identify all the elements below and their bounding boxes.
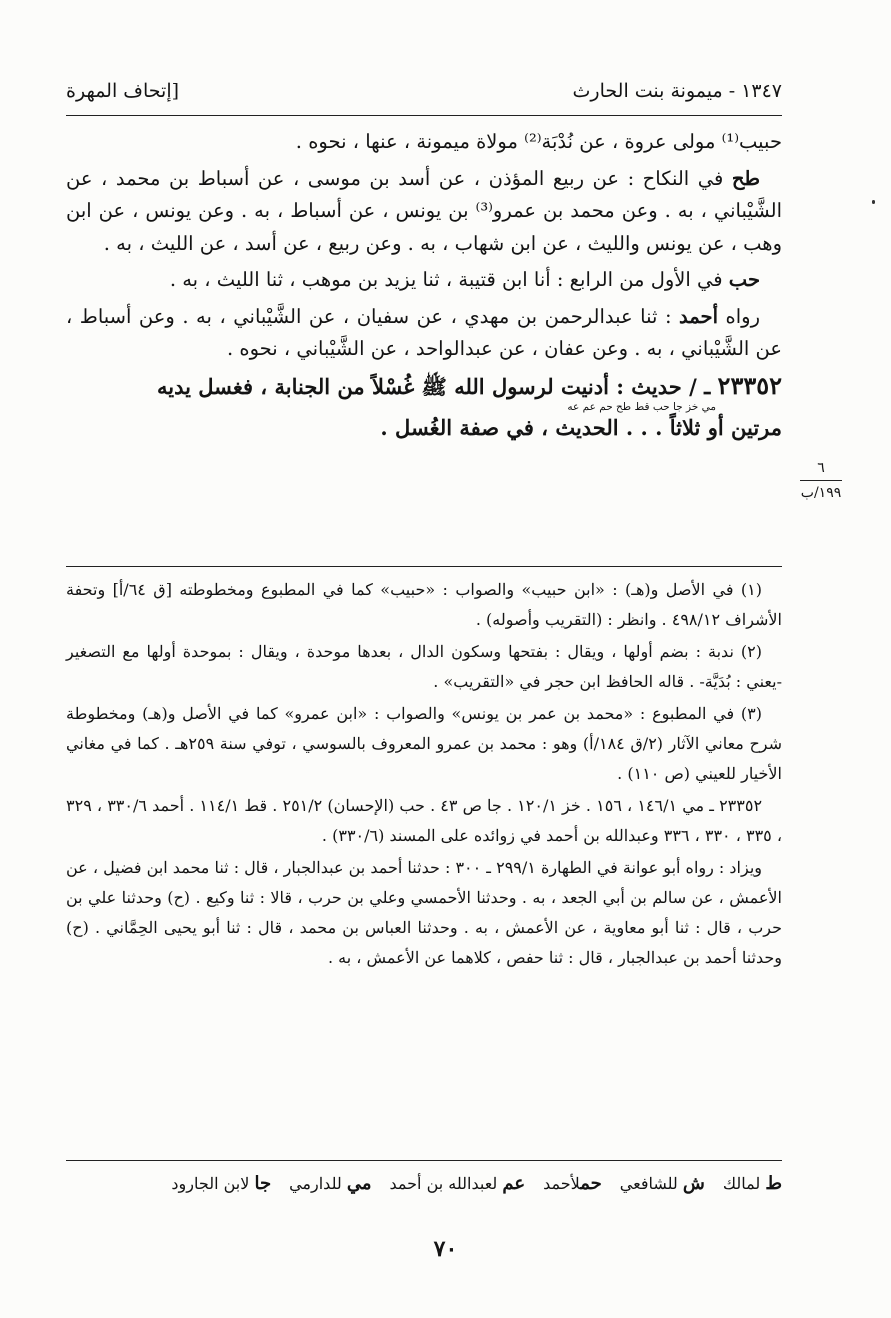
footnote-additions: ويزاد : رواه أبو عوانة في الطهارة ٢٩٩/١ ـ ٣٠٠ : حدثنا أحمد بن عبدالجبار ، قال : ثنا محمد ابن فضيل ، عن الأعمش ، عن سالم بن أبي الجعد ، به . وحدثنا الأحمسي وعلي بن حرب ، قالا : ثنا وكيع . (ح) وحدثنا علي بن حرب ، قال : ثنا أبو معاوية ، عن الأعمش ، به . وحدثنا العباس بن محمد ، قال : ثنا أبو يحيى الحِمَّاني . (ح) وحدثنا أحمد بن عبدالجبار ، قال : ثنا حفص ، كلاهما عن الأعمش ، به .	[66, 858, 782, 967]
source-key-tah: طح	[731, 166, 760, 190]
paragraph-3-text: في الأول من الرابع : أنا ابن قتيبة ، ثنا يزيد بن موهب ، ثنا الليث ، به .	[169, 268, 729, 291]
footnote-3: (٣) في المطبوع : «محمد بن عمر بن يونس» والصواب : «ابن عمرو» كما في الأصل و(هـ) ومخطوطة شرح معاني الآثار (٢/ق ١٨٤/أ) وهو : محمد بن عمرو المعروف بالسوسي ، توفي سنة ٢٥٩هـ . كما في مغاني الأخيار للعيني (ص ١١٠) .	[66, 704, 783, 783]
paragraph-2	[66, 163, 782, 261]
paragraph-4-text: : ثنا عبدالرحمن بن مهدي ، عن سفيان ، عن الشَّيْباني ، به . وعن أسباط ، عن الشَّيْباني ، به . وعن عفان ، عن عبدالواحد ، عن الشَّيْباني ، نحوه .	[66, 304, 782, 360]
hadith-text: أدنيت لرسول الله ﷺ غُسْلاً من الجنابة ، فغسل يديه	[156, 373, 609, 399]
running-header	[66, 62, 782, 102]
source-key-hib: حب	[728, 268, 760, 291]
margin-note-rule	[800, 480, 842, 481]
sigla-item: عم لعبدالله بن أحمد	[389, 1173, 526, 1194]
footnote-rule	[66, 566, 782, 567]
margin-note-top: ٦	[817, 460, 825, 476]
sigla-item: جا لابن الجارود	[171, 1173, 272, 1194]
header-rule	[66, 115, 782, 116]
footnote-2: (٢) ندبة : بضم أولها ، ويقال : بفتحها وسكون الدال ، بعدها موحدة ، ويقال : بموحدة أولها مع التصغير -يعني : بُدَيَّة- . قاله الحافظ ابن حجر في «التقريب» .	[66, 642, 782, 691]
print-speck	[872, 200, 875, 204]
page-number: ٧٠	[433, 1236, 458, 1262]
paragraph-3	[66, 264, 782, 297]
footnote-1: (١) في الأصل و(هـ) : «ابن حبيب» والصواب : «حبيب» كما في المطبوع ومخطوطته [ق ٦٤/أ] وتحفة الأشراف ٤٩٨/١٢ . وانظر : (التقريب وأصوله) .	[66, 580, 782, 629]
sigla-key	[66, 1170, 782, 1198]
paragraph-4	[66, 301, 782, 366]
sigla-rule	[66, 1160, 782, 1161]
paragraph-1: حبيب⁽¹⁾ مولى عروة ، عن نُدْبَة⁽²⁾ مولاة ميمونة ، عنها ، نحوه .	[295, 130, 782, 153]
sigla-item: ش للشافعي	[619, 1173, 705, 1194]
margin-note-bottom: ١٩٩/ب	[800, 485, 842, 501]
main-text	[66, 126, 782, 443]
sigla-item: حملأحمد	[543, 1173, 602, 1194]
header-book-title: [إتحاف المهرة	[66, 80, 180, 102]
hadith-heading	[66, 370, 782, 402]
sigla-item: ط لمالك	[722, 1173, 782, 1194]
source-key-ahmad: أحمد	[679, 304, 719, 328]
hadith-label: ـ / حديث :	[608, 373, 718, 399]
sigla-item: مي للدارمي	[289, 1173, 372, 1194]
footnote-references: ٢٣٣٥٢ ـ مي ١٤٦/١ ، ١٥٦ . خز ١٢٠/١ . جا ص ٤٣ . حب (الإحسان) ٢٥١/٢ . قط ١١٤/١ . أحمد ٣٣٠/٦ ، ٣٢٩ ، ٣٣٥ ، ٣٣٠ ، ٣٣٦ وعبدالله بن أحمد في زوائده على المسند (٣٣٠/٦) .	[66, 796, 782, 845]
paragraph-2-text: في النكاح : عن ربيع المؤذن ، عن أسد بن موسى ، عن أسباط بن محمد ، عن الشَّيْباني ، به . وعن محمد بن عمرو⁽³⁾ بن يونس ، عن أسباط ، به . وعن يونس ، عن ابن وهب ، عن يونس والليث ، عن ابن شهاب ، به . وعن ربيع ، عن أسد ، عن الليث ، به .	[66, 166, 782, 255]
paragraph-4-pre: رواه	[718, 304, 760, 328]
margin-note	[794, 458, 848, 503]
hadith-text-end: مرتين أو ثلاثاً . . . الحديث ، في صفة الغُسل .	[380, 414, 782, 440]
header-title: ١٣٤٧ - ميمونة بنت الحارث	[572, 80, 782, 102]
footnotes	[66, 575, 782, 975]
hadith-number: ٢٣٣٥٢	[717, 370, 782, 400]
hadith-sigla: مي خز جا حب قط طح حم عم عه	[567, 400, 716, 413]
